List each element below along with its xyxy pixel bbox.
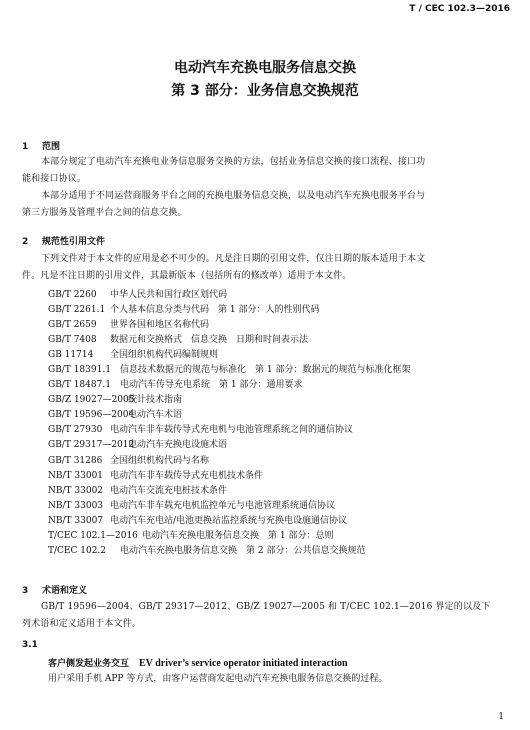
reference-code: NB/T 33007 — [48, 515, 104, 526]
reference-code: T/CEC 102.1—2016 — [48, 530, 138, 541]
section-heading-terms — [22, 585, 87, 597]
reference-code: GB/T 7408 — [48, 335, 97, 346]
reference-title: 电动汽车充电站/电池更换站监控系统与充换电设施通信协议 — [110, 515, 348, 526]
text-line: 列术语和定义适用于本文件。 — [22, 619, 141, 629]
definition-number: 3.1 — [22, 640, 38, 650]
reference-item — [48, 303, 410, 318]
section-number: 1 — [22, 142, 29, 152]
reference-title: 电动汽车充换电服务信息交换 第 2 部分：公共信息交换规范 — [120, 545, 366, 556]
reference-code: NB/T 33001 — [48, 470, 104, 481]
scope-paragraph-2 — [22, 188, 508, 222]
reference-item — [48, 393, 410, 408]
reference-item — [48, 423, 410, 438]
reference-title: 全国组织机构代码与名称 — [110, 455, 210, 466]
reference-item — [48, 348, 410, 363]
reference-title: 信息技术数据元的规范与标准化 第 1 部分：数据元的规范与标准化框架 — [120, 365, 411, 376]
reference-title: 电动汽车充换电设施术语 — [128, 440, 228, 451]
reference-item — [48, 288, 410, 303]
text-line: GB/T 19596—2004、GB/T 29317—2012、GB/Z 19027—2005 和 T/CEC 102.1—2016 界定的以及下 — [41, 602, 491, 612]
references-intro — [22, 251, 508, 285]
reference-title: 电动汽车术语 — [128, 410, 183, 421]
reference-code: GB/T 19596—2004 — [48, 410, 135, 421]
reference-item — [48, 363, 410, 378]
reference-item — [48, 378, 410, 393]
reference-item — [48, 454, 410, 469]
scope-paragraph-1 — [22, 154, 508, 188]
section-title: 术语和定义 — [42, 586, 88, 596]
text-line: 本部分规定了电动汽车充换电业务信息服务交换的方法，包括业务信息交换的接口流程、接口功 — [41, 157, 426, 167]
term-english: EV driver’s service operator initiated interaction — [139, 658, 348, 669]
reference-code: T/CEC 102.2 — [48, 545, 107, 556]
reference-item — [48, 529, 410, 544]
reference-code: GB/T 18487.1 — [48, 380, 111, 391]
reference-title: 统计技术指南 — [128, 395, 183, 406]
reference-title: 世界各国和地区名称代码 — [110, 320, 210, 331]
reference-item — [48, 544, 410, 559]
reference-item — [48, 499, 410, 514]
section-heading-normative-references — [22, 236, 105, 248]
section-title: 规范性引用文件 — [42, 237, 106, 247]
reference-item — [48, 408, 410, 423]
definition-body: 用户采用手机 APP 等方式，由客户运营商发起电动汽车充换电服务信息交换的过程。 — [48, 674, 388, 684]
reference-title: 个人基本信息分类与代码 第 1 部分：人的性别代码 — [110, 305, 320, 316]
reference-title: 电动汽车交流充电桩技术条件 — [110, 485, 228, 496]
standard-code: T / CEC 102.3—2016 — [409, 4, 510, 14]
reference-code: NB/T 33003 — [48, 500, 104, 511]
section-title: 范围 — [42, 142, 61, 152]
reference-title: 电动汽车非车载传导式充电机技术条件 — [110, 470, 264, 481]
reference-list — [48, 288, 410, 559]
reference-title: 电动汽车非车载传导式充电机与电池管理系统之间的通信协议 — [110, 425, 354, 436]
reference-code: GB/T 18391.1 — [48, 365, 111, 376]
text-line: 能和接口协议。 — [22, 174, 87, 184]
text-line: 下列文件对于本文件的应用是必不可少的。凡是注日期的引用文件，仅注日期的版本适用于本文 — [41, 254, 426, 264]
reference-code: GB/T 2260 — [48, 290, 97, 300]
reference-item — [48, 514, 410, 529]
reference-code: GB/T 2659 — [48, 320, 97, 331]
text-line: 件。凡是不注日期的引用文件，其最新版本（包括所有的修改单）适用于本文件。 — [22, 271, 352, 281]
reference-code: GB/T 31286 — [48, 455, 103, 466]
reference-item — [48, 333, 410, 348]
terms-intro — [22, 599, 508, 633]
document-title: 电动汽车充换电服务信息交换 — [174, 60, 356, 76]
reference-title: 数据元和交换格式 信息交换 日期和时间表示法 — [110, 335, 309, 346]
reference-item — [48, 318, 410, 333]
text-line: 本部分适用于不同运营商服务平台之间的充换电服务信息交换，以及电动汽车充换电服务平台与 — [41, 191, 426, 201]
reference-title: 全国组织机构代码编制规则 — [110, 350, 219, 361]
reference-title: 电动汽车充换电服务信息交换 第 1 部分：总则 — [142, 530, 334, 541]
reference-item — [48, 438, 410, 453]
section-number: 3 — [22, 586, 29, 596]
text-line: 第三方服务及管理平台之间的信息交换。 — [22, 208, 187, 218]
page-number: 1 — [498, 712, 504, 722]
reference-code: GB/T 27930 — [48, 425, 103, 436]
reference-title: 中华人民共和国行政区划代码 — [110, 290, 228, 300]
reference-code: GB/T 29317—2012 — [48, 440, 135, 451]
reference-item — [48, 484, 410, 499]
reference-code: GB/Z 19027—2005 — [48, 395, 135, 406]
section-number: 2 — [22, 237, 29, 247]
reference-code: GB 11714 — [48, 350, 94, 361]
document-subtitle: 第 3 部分：业务信息交换规范 — [171, 83, 359, 99]
reference-title: 电动汽车非车载充电机监控单元与电池管理系统通信协议 — [110, 500, 336, 511]
reference-code: GB/T 2261.1 — [48, 305, 106, 316]
reference-code: NB/T 33002 — [48, 485, 104, 496]
reference-title: 电动汽车传导充电系统 第 1 部分：通用要求 — [120, 380, 303, 391]
section-heading-scope — [22, 141, 60, 153]
definition-term — [48, 656, 348, 669]
reference-item — [48, 469, 410, 484]
term-chinese: 客户侧发起业务交互 — [48, 659, 130, 669]
